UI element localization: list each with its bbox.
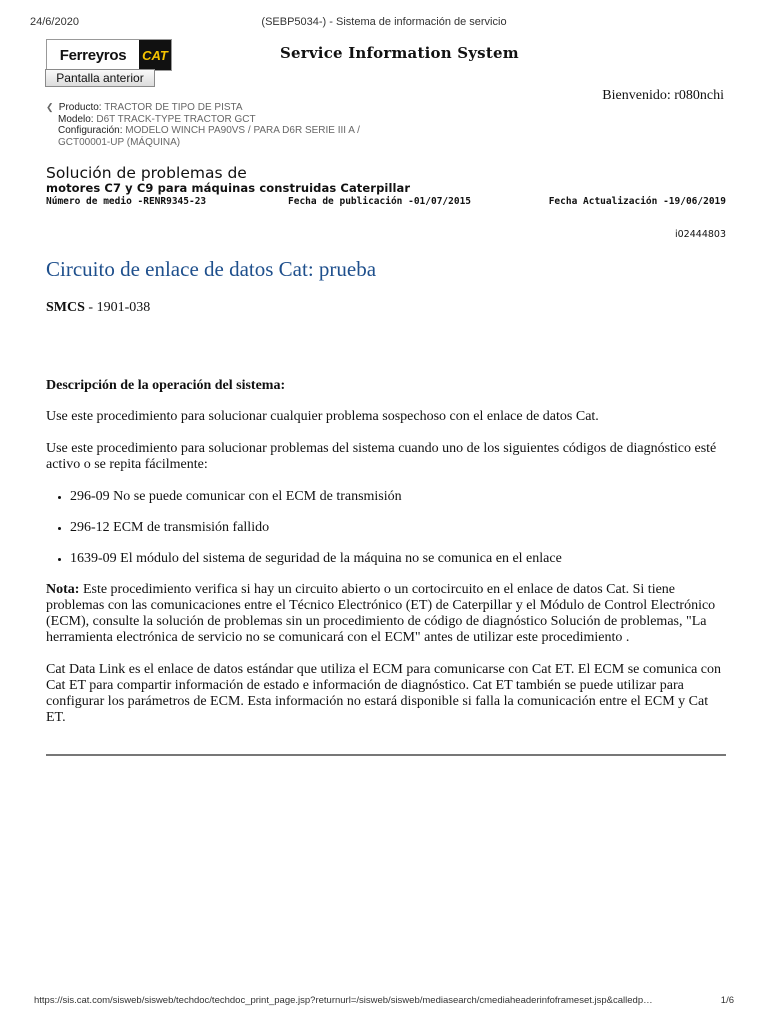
product-label: Producto: xyxy=(58,102,102,113)
back-arrow-icon[interactable]: ❮ xyxy=(46,102,54,112)
config-value: MODELO WINCH PA90VS / PARA D6R SERIE III A / xyxy=(125,125,360,136)
config-row xyxy=(46,125,360,137)
ferreyros-logo-text: Ferreyros xyxy=(59,46,127,64)
print-date: 24/6/2020 xyxy=(30,16,79,28)
list-item: • 1639-09 El módulo del sistema de seguridad de la máquina no se comunica en el enlace xyxy=(70,551,726,567)
document-title: Solución de problemas de xyxy=(46,164,247,182)
footer-url: https://sis.cat.com/sisweb/sisweb/techdoc/techdoc_print_page.jsp?returnurl=/sisweb/sisweb/mediasearch/cmediaheaderinfoframeset.jsp&calledp… xyxy=(34,995,653,1006)
publication-date: Fecha de publicación -01/07/2015 xyxy=(288,196,472,207)
model-value: D6T TRACK-TYPE TRACTOR GCT xyxy=(96,113,256,125)
welcome-user: Bienvenido: r080nchi xyxy=(602,88,724,103)
paragraph: Cat Data Link es el enlace de datos estándar que utiliza el ECM para comunicarse con Cat ET. El ECM se comunica con Cat ET para compartir información de estado e información de diagnóstico. Cat ET también se puede utilizar para configurar los parámetros de ECM. Esta información no estará disponible si falla la comunicación entre el ECM y Cat ET. xyxy=(46,662,722,725)
document-subtitle: motores C7 y C9 para máquinas construidas Caterpillar xyxy=(46,181,411,195)
list-item: • 296-09 No se puede comunicar con el ECM de transmisión xyxy=(70,489,726,505)
divider xyxy=(46,754,726,756)
paragraph: Use este procedimiento para solucionar problemas del sistema cuando uno de los siguientes códigos de diagnóstico esté activo o se repita fácilmente: xyxy=(46,441,717,472)
section-title: Descripción de la operación del sistema: xyxy=(46,378,286,393)
page-number: 1/6 xyxy=(720,995,734,1006)
cat-logo-icon: CAT xyxy=(139,40,171,70)
smcs-value: - 1901-038 xyxy=(84,300,151,315)
config-row-2 xyxy=(46,137,360,149)
product-value: TRACTOR DE TIPO DE PISTA xyxy=(104,102,243,113)
media-number: Número de medio -RENR9345-23 xyxy=(46,196,207,207)
previous-screen-button[interactable]: Pantalla anterior xyxy=(45,69,155,87)
page-heading: Circuito de enlace de datos Cat: prueba xyxy=(46,257,377,281)
document-id: i02444803 xyxy=(675,229,726,240)
config-label: Configuración: xyxy=(58,125,123,136)
note-paragraph xyxy=(46,582,726,646)
print-page-title: (SEBP5034-) - Sistema de información de servicio xyxy=(261,16,507,28)
product-row xyxy=(46,102,360,114)
ferreyros-cat-logo xyxy=(46,39,172,71)
update-date: Fecha Actualización -19/06/2019 xyxy=(548,196,726,207)
note-text: Este procedimiento verifica si hay un circuito abierto o un cortocircuito en el enlace de datos Cat. Si tiene problemas con las comunicaciones entre el Técnico Electrónico (ET) de Caterpillar y el Módulo de Control Electrónico (ECM), consulte la solución de problemas sin un procedimiento de código de diagnóstico Solución de problemas, "La herramienta electrónica de servicio no se comunicará con el ECM" antes de utilizar este procedimiento . xyxy=(46,582,716,645)
list-item: • 296-12 ECM de transmisión fallido xyxy=(70,520,726,536)
diagnostic-code-list xyxy=(46,489,726,567)
document-body xyxy=(46,378,726,742)
config-value-2: GCT00001-UP (MÁQUINA) xyxy=(58,136,181,148)
paragraph: Use este procedimiento para solucionar cualquier problema sospechoso con el enlace de datos Cat. xyxy=(46,409,599,424)
model-row xyxy=(46,114,360,126)
note-label: Nota: xyxy=(46,582,80,597)
product-info xyxy=(46,102,360,148)
model-label: Modelo: xyxy=(58,113,94,125)
smcs-code xyxy=(46,300,150,316)
system-title: Service Information System xyxy=(280,44,519,62)
smcs-label: SMCS xyxy=(46,300,85,315)
